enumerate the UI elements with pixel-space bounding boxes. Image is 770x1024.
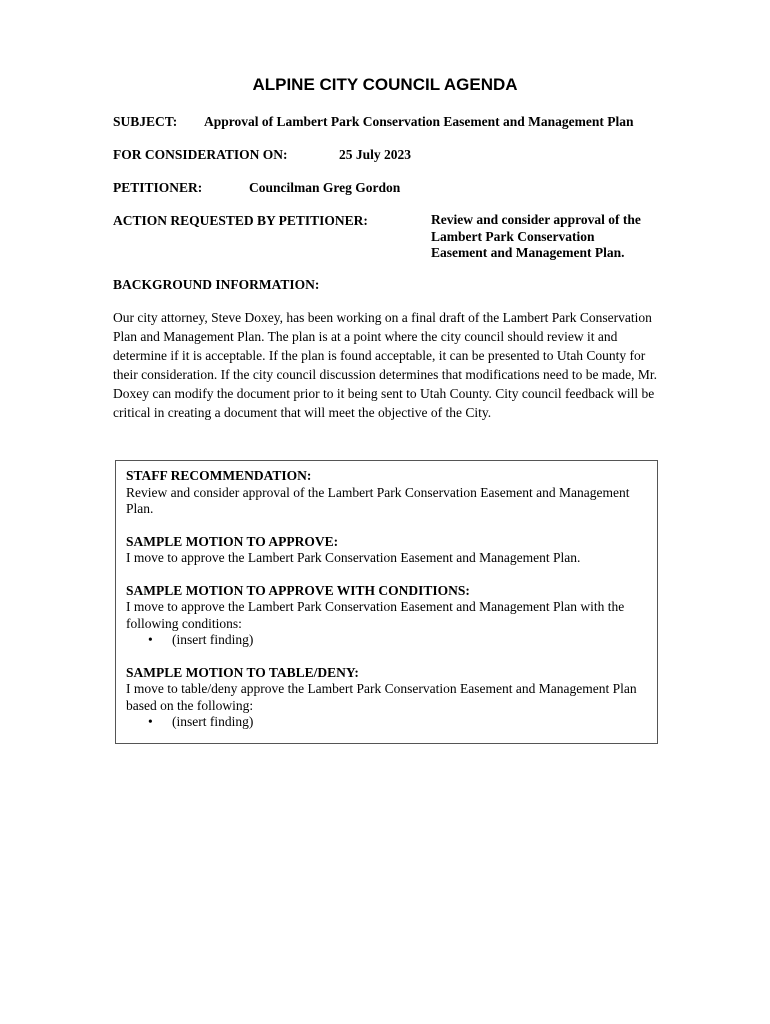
conditions-list (126, 632, 649, 649)
action-line-3: Easement and Management Plan. (431, 245, 625, 260)
staff-recommendation-section (126, 468, 649, 518)
list-item-text: (insert finding) (172, 632, 254, 647)
action-line-1: Review and consider approval of the (431, 212, 641, 227)
motion-table-deny-section (126, 665, 649, 731)
motions-box (115, 460, 658, 744)
subject-value: Approval of Lambert Park Conservation Easement and Management Plan (204, 114, 634, 129)
bullet-icon: • (148, 632, 153, 647)
motion-table-deny-text: I move to table/deny approve the Lambert Park Conservation Easement and Management Plan based on the following: (126, 681, 637, 713)
page-title: ALPINE CITY COUNCIL AGENDA (252, 75, 518, 94)
consideration-date: 25 July 2023 (339, 147, 412, 162)
motion-table-deny-heading: SAMPLE MOTION TO TABLE/DENY: (126, 664, 359, 680)
subject-label: SUBJECT: (113, 114, 178, 129)
action-label: ACTION REQUESTED BY PETITIONER: (113, 213, 368, 228)
staff-recommendation-text: Review and consider approval of the Lambert Park Conservation Easement and Management Plan. (126, 484, 630, 516)
action-row (0, 213, 420, 231)
petitioner-value: Councilman Greg Gordon (249, 180, 401, 195)
motion-approve-heading: SAMPLE MOTION TO APPROVE: (126, 533, 339, 549)
motion-approve-text: I move to approve the Lambert Park Conservation Easement and Management Plan. (126, 550, 581, 565)
petitioner-row (0, 180, 770, 198)
subject-row (0, 114, 770, 132)
petitioner-label: PETITIONER: (113, 180, 203, 195)
motion-approve-section (126, 534, 649, 567)
consideration-row (0, 147, 770, 165)
findings-list (126, 714, 649, 731)
background-heading: BACKGROUND INFORMATION: (113, 277, 320, 292)
action-value (431, 212, 661, 262)
list-item (148, 714, 649, 731)
consideration-label: FOR CONSIDERATION ON: (113, 147, 288, 162)
motion-approve-conditions-text: I move to approve the Lambert Park Conservation Easement and Management Plan with the following conditions: (126, 599, 625, 631)
list-item-text: (insert finding) (172, 714, 254, 729)
background-body: Our city attorney, Steve Doxey, has been working on a final draft of the Lambert Park Conservation Plan and Management Plan. The plan is at a point where the city council should review it and determine if it is acceptable. If the plan is found acceptable, it can be presented to Utah County for their consideration. If the city council discussion determines that modifications need to be made, Mr. Doxey can modify the document prior to it being sent to Utah County. City council feedback will be critical in creating a document that will meet the objective of the City. (113, 310, 657, 420)
action-line-2: Lambert Park Conservation (431, 228, 595, 244)
motion-approve-conditions-heading: SAMPLE MOTION TO APPROVE WITH CONDITIONS: (126, 582, 470, 598)
bullet-icon: • (148, 714, 153, 729)
staff-recommendation-heading: STAFF RECOMMENDATION: (126, 468, 312, 483)
list-item (148, 632, 649, 649)
motion-approve-conditions-section (126, 583, 649, 649)
